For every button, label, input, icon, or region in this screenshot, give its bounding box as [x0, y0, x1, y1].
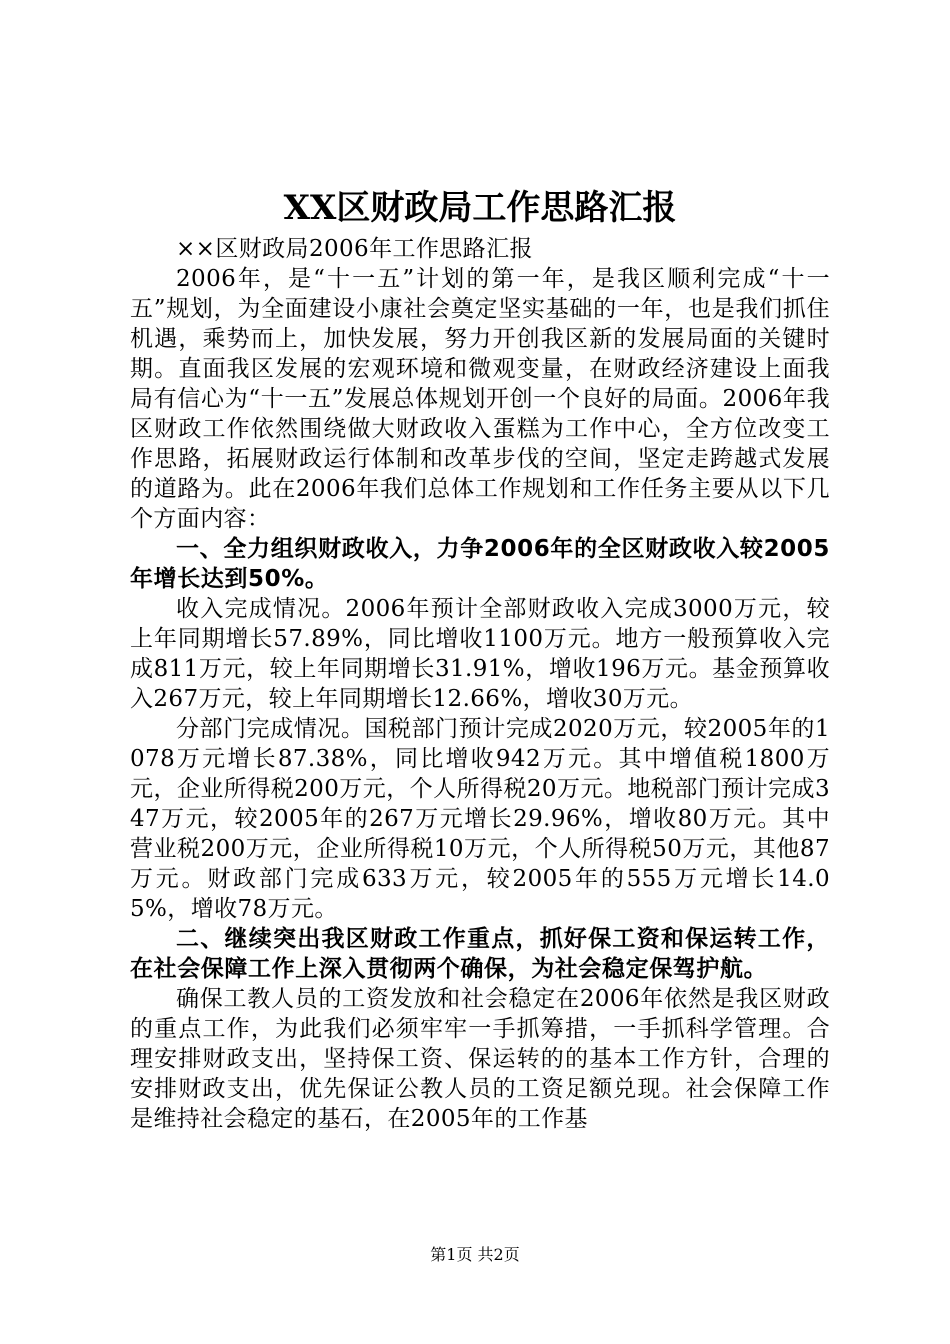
section-heading-1: 一、全力组织财政收入，力争2006年的全区财政收入较2005年增长达到50%。	[130, 536, 830, 592]
section-heading-2: 二、继续突出我区财政工作重点，抓好保工资和保运转工作，在社会保障工作上深入贯彻两个确保，为社会稳定保驾护航。	[130, 926, 830, 982]
intro-paragraph: 2006年，是“十一五”计划的第一年，是我区顺利完成“十一五”规划，为全面建设小康社会奠定坚实基础的一年，也是我们抓住机遇，乘势而上，加快发展，努力开创我区新的发展局面的关键时期。直面我区发展的宏观环境和微观变量，在财政经济建设上面我局有信心为“十一五”发展总体规划开创一个良好的局面。2006年我区财政工作依然围绕做大财政收入蛋糕为工作中心，全方位改变工作思路，拓展财政运行体制和改革步伐的空间，坚定走跨越式发展的道路为。此在2006年我们总体工作规划和工作任务主要从以下几个方面内容：	[130, 266, 830, 532]
salary-paragraph: 确保工教人员的工资发放和社会稳定在2006年依然是我区财政的重点工作，为此我们必须牢牢一手抓筹措，一手抓科学管理。合理安排财政支出，坚持保工资、保运转的的基本工作方针，合理的安排财政支出，优先保证公教人员的工资足额兑现。社会保障工作是维持社会稳定的基石，在2005年的工作基	[130, 986, 830, 1132]
revenue-paragraph: 收入完成情况。2006年预计全部财政收入完成3000万元，较上年同期增长57.89%，同比增收1100万元。地方一般预算收入完成811万元，较上年同期增长31.91%，增收196万元。基金预算收入267万元，较上年同期增长12.66%，增收30万元。	[130, 596, 830, 712]
document-title: XX区财政局工作思路汇报	[283, 188, 677, 228]
department-paragraph: 分部门完成情况。国税部门预计完成2020万元，较2005年的1078万元增长87.38%，同比增收942万元。其中增值税1800万元，企业所得税200万元，个人所得税20万元。地税部门预计完成347万元，较2005年的267万元增长29.96%，增收80万元。其中营业税200万元，企业所得税10万元，个人所得税50万元，其他87万元。财政部门完成633万元，较2005年的555万元增长14.05%，增收78万元。	[130, 716, 830, 922]
subtitle-paragraph: ××区财政局2006年工作思路汇报	[176, 236, 533, 262]
document-page	[130, 186, 830, 1134]
page-footer: 第1页 共2页	[430, 1245, 520, 1264]
